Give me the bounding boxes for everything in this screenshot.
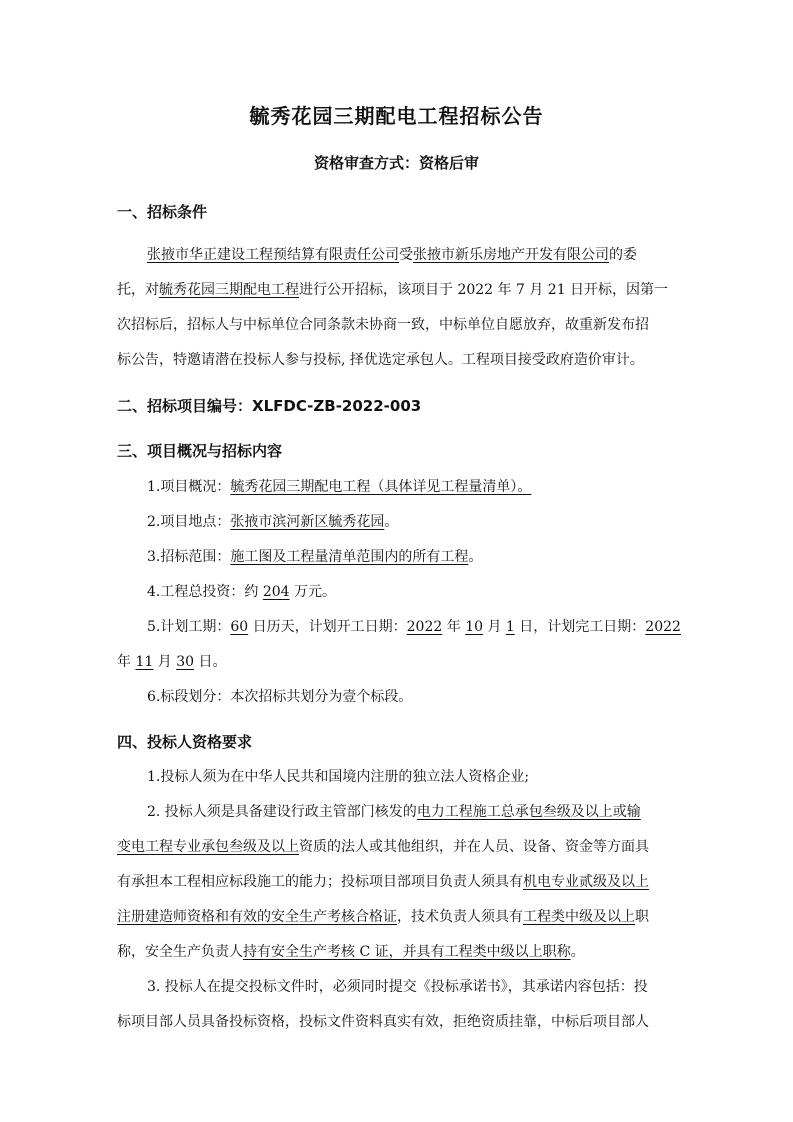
section-heading-2: 二、招标项目编号：XLFDC-ZB-2022-003 bbox=[117, 397, 422, 415]
paragraph-line: 托，对毓秀花园三期配电工程进行公开招标，该项目于 2022 年 7 月 21 日开标，因第一 bbox=[117, 282, 669, 298]
list-item: 1.投标人须为在中华人民共和国境内注册的独立法人资格企业; bbox=[147, 769, 530, 785]
list-item: 5.计划工期：60 日历天，计划开工日期：2022 年 10 月 1 日，计划完工日期：2022 bbox=[147, 619, 681, 635]
list-item-continuation: 标项目部人员具备投标资格，投标文件资料真实有效，拒绝资质挂靠，中标后项目部人 bbox=[117, 1014, 649, 1030]
section-heading-4: 四、投标人资格要求 bbox=[117, 733, 253, 751]
list-item: 2. 投标人须是具备建设行政主管部门核发的电力工程施工总承包叁级及以上或输 bbox=[147, 804, 641, 820]
list-item: 6.标段划分：本次招标共划分为壹个标段。 bbox=[147, 689, 413, 705]
paragraph-line: 次招标后，招标人与中标单位合同条款未协商一致，中标单位自愿放弃，故重新发布招 bbox=[117, 317, 649, 333]
list-item-continuation: 年 11 月 30 日。 bbox=[117, 654, 227, 670]
document-subtitle: 资格审查方式：资格后审 bbox=[313, 154, 479, 172]
list-item-continuation: 变电工程专业承包叁级及以上资质的法人或其他组织，并在人员、设备、资金等方面具 bbox=[117, 839, 649, 855]
list-item: 2.项目地点：张掖市滨河新区毓秀花园。 bbox=[147, 514, 399, 530]
section-heading-1: 一、招标条件 bbox=[117, 203, 208, 221]
list-item: 3. 投标人在提交投标文件时，必须同时提交《投标承诺书》，其承诺内容包括：投 bbox=[147, 979, 648, 995]
paragraph-line: 张掖市华正建设工程预结算有限责任公司受张掖市新乐房地产开发有限公司的委 bbox=[147, 247, 637, 263]
list-item-continuation: 有承担本工程相应标段施工的能力；投标项目部项目负责人须具有机电专业贰级及以上 bbox=[117, 874, 649, 890]
document-title: 毓秀花园三期配电工程招标公告 bbox=[249, 104, 544, 128]
section-heading-3: 三、项目概况与招标内容 bbox=[117, 442, 283, 460]
list-item-continuation: 称，安全生产负责人持有安全生产考核 C 证，并具有工程类中级以上职称。 bbox=[117, 944, 585, 960]
paragraph-line: 标公告，特邀请潜在投标人参与投标, 择优选定承包人。工程项目接受政府造价审计。 bbox=[117, 352, 644, 368]
list-item: 4.工程总投资：约 204 万元。 bbox=[147, 584, 336, 600]
list-item: 3.招标范围：施工图及工程量清单范围内的所有工程。 bbox=[147, 549, 483, 565]
list-item-continuation: 注册建造师资格和有效的安全生产考核合格证，技术负责人须具有工程类中级及以上职 bbox=[117, 909, 649, 925]
list-item: 1.项目概况：毓秀花园三期配电工程（具体详见工程量清单）。 bbox=[147, 479, 532, 495]
